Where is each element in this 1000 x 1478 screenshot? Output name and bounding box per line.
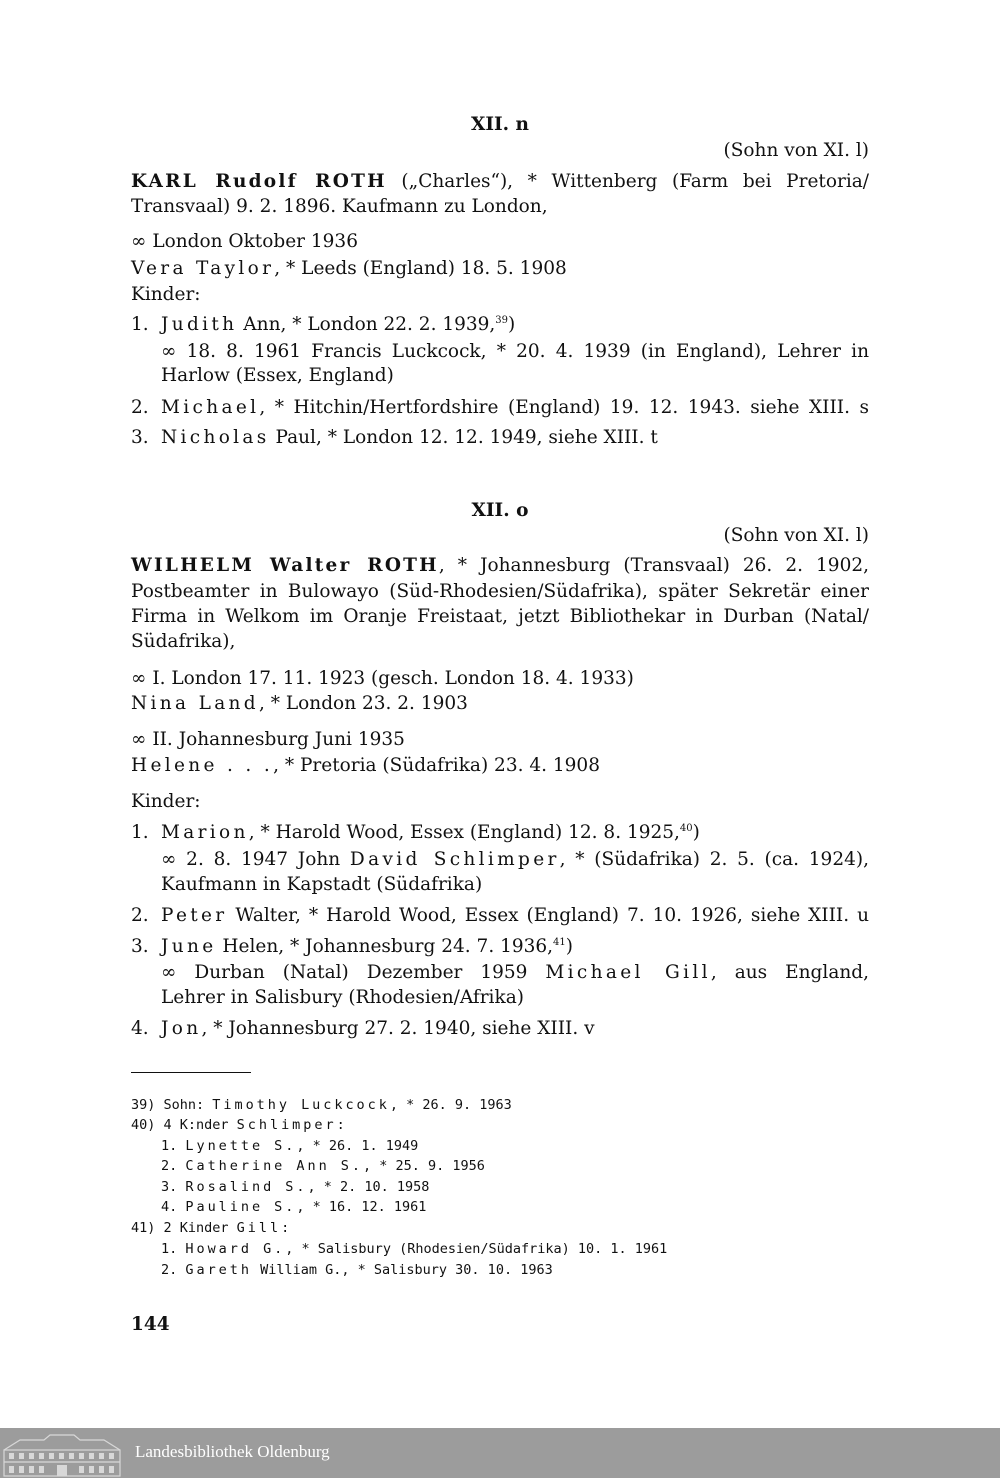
main-entry-line: Südafrika),: [131, 631, 236, 652]
child-entry: 2. Michael, * Hitchin/Hertfordshire (England) 19. 12. 1943. siehe XIII. s: [131, 397, 869, 418]
section-heading-xii-n: XII. n: [471, 114, 529, 135]
person-name: WILHELM Walter ROTH: [131, 555, 439, 576]
parent-reference: (Sohn von XI. l): [723, 525, 869, 546]
main-entry-line: WILHELM Walter ROTH, * Johannesburg (Transvaal) 26. 2. 1902,: [131, 555, 869, 576]
spouse-line: Helene . . ., * Pretoria (Südafrika) 23. 4. 1908: [131, 755, 600, 776]
person-name: Michael Gill: [545, 962, 711, 983]
library-building-logo-icon: [0, 1432, 125, 1478]
main-entry-line: Postbeamter in Bulowayo (Süd-Rhodesien/Südafrika), später Sekretär einer: [131, 581, 869, 602]
person-name: Judith: [161, 314, 238, 335]
child-entry: 3. Nicholas Paul, * London 12. 12. 1949, siehe XIII. t: [131, 427, 658, 448]
person-name: Gill: [236, 1220, 282, 1236]
marriage-line: ∞ London Oktober 1936: [131, 231, 358, 252]
person-name: Howard G.: [185, 1241, 286, 1257]
footnote-41: 41) 2 Kinder Gill:: [131, 1220, 290, 1236]
child-entry: 1. Judith Ann, * London 22. 2. 1939,39): [131, 314, 516, 335]
footnote-item: 3. Rosalind S., * 2. 10. 1958: [161, 1179, 430, 1195]
library-name: Landesbibliothek Oldenburg: [135, 1442, 330, 1461]
footnote-item: 2. Gareth William G., * Salisbury 30. 10. 1963: [161, 1262, 553, 1278]
person-name: Gareth: [185, 1262, 252, 1278]
child-entry: 2. Peter Walter, * Harold Wood, Essex (England) 7. 10. 1926, siehe XIII. u: [131, 905, 869, 926]
footnote-ref: 39: [495, 314, 509, 326]
footnote-item: 4. Pauline S., * 16. 12. 1961: [161, 1199, 427, 1215]
person-name: Nicholas: [161, 427, 270, 448]
child-entry: 4. Jon, * Johannesburg 27. 2. 1940, siehe XIII. v: [131, 1018, 595, 1039]
marriage-icon: ∞: [161, 962, 177, 983]
footnote-divider: [131, 1072, 251, 1073]
child-entry: 3. June Helen, * Johannesburg 24. 7. 1936,41): [131, 936, 573, 957]
marriage-line: ∞ II. Johannesburg Juni 1935: [131, 729, 405, 750]
person-name: Michael: [161, 397, 260, 418]
person-name: Jon: [161, 1018, 202, 1039]
child-marriage-line: ∞ 2. 8. 1947 John David Schlimper, * (Südafrika) 2. 5. (ca. 1924),: [161, 849, 869, 870]
person-name: Helene . . .: [131, 755, 274, 776]
main-entry-line: Firma in Welkom im Oranje Freistaat, jetzt Bibliothekar in Durban (Natal/: [131, 606, 869, 627]
marriage-icon: ∞: [131, 729, 147, 750]
person-name: Lynette S.: [185, 1138, 297, 1154]
main-entry-line: Transvaal) 9. 2. 1896. Kaufmann zu London,: [131, 196, 548, 217]
person-name: Schlimper: [236, 1117, 337, 1133]
child-entry: 1. Marion, * Harold Wood, Essex (England) 12. 8. 1925,40): [131, 822, 700, 843]
footnote-item: 1. Lynette S., * 26. 1. 1949: [161, 1138, 419, 1154]
child-marriage-line: Kaufmann in Kapstadt (Südafrika): [161, 874, 483, 895]
person-name: June: [161, 936, 217, 957]
person-name: Pauline S.: [185, 1199, 297, 1215]
person-name: Marion: [161, 822, 249, 843]
library-footer-bar: [0, 1428, 1000, 1478]
person-name: Peter: [161, 905, 228, 926]
footnote-39: 39) Sohn: Timothy Luckcock, * 26. 9. 1963: [131, 1097, 512, 1113]
person-name: Nina Land: [131, 693, 259, 714]
parent-reference: (Sohn von XI. l): [723, 140, 869, 161]
children-label: Kinder:: [131, 791, 201, 812]
spouse-line: Nina Land, * London 23. 2. 1903: [131, 693, 468, 714]
marriage-line: ∞ I. London 17. 11. 1923 (gesch. London 18. 4. 1933): [131, 668, 634, 689]
footnote-ref: 40: [679, 822, 693, 834]
footnote-40: 40) 4 K:nder Schlimper:: [131, 1117, 345, 1133]
footnote-item: 1. Howard G., * Salisbury (Rhodesien/Südafrika) 10. 1. 1961: [161, 1241, 668, 1257]
child-marriage-line: Harlow (Essex, England): [161, 365, 394, 386]
marriage-icon: ∞: [131, 668, 147, 689]
footnote-item: 2. Catherine Ann S., * 25. 9. 1956: [161, 1158, 485, 1174]
main-entry-line: KARL Rudolf ROTH („Charles“), * Wittenberg (Farm bei Pretoria/: [131, 171, 869, 192]
marriage-icon: ∞: [131, 231, 147, 252]
child-marriage-line: ∞ 18. 8. 1961 Francis Luckcock, * 20. 4. 1939 (in England), Lehrer in: [161, 341, 869, 362]
children-label: Kinder:: [131, 284, 201, 305]
person-name: Rosalind S.: [185, 1179, 308, 1195]
person-name: Vera Taylor: [131, 258, 275, 279]
person-name: David Schlimper: [349, 849, 560, 870]
child-marriage-line: ∞ Durban (Natal) Dezember 1959 Michael Gill, aus England,: [161, 962, 869, 983]
person-name: Catherine Ann S.: [185, 1158, 363, 1174]
spouse-line: Vera Taylor, * Leeds (England) 18. 5. 1908: [131, 258, 567, 279]
person-name: Timothy Luckcock: [212, 1097, 390, 1113]
child-marriage-line: Lehrer in Salisbury (Rhodesien/Afrika): [161, 987, 524, 1008]
marriage-icon: ∞: [161, 341, 177, 362]
section-heading-xii-o: XII. o: [471, 500, 529, 521]
person-name: KARL Rudolf ROTH: [131, 171, 387, 192]
page-number: 144: [131, 1314, 170, 1335]
footnote-ref: 41: [553, 936, 566, 948]
marriage-icon: ∞: [161, 849, 177, 870]
